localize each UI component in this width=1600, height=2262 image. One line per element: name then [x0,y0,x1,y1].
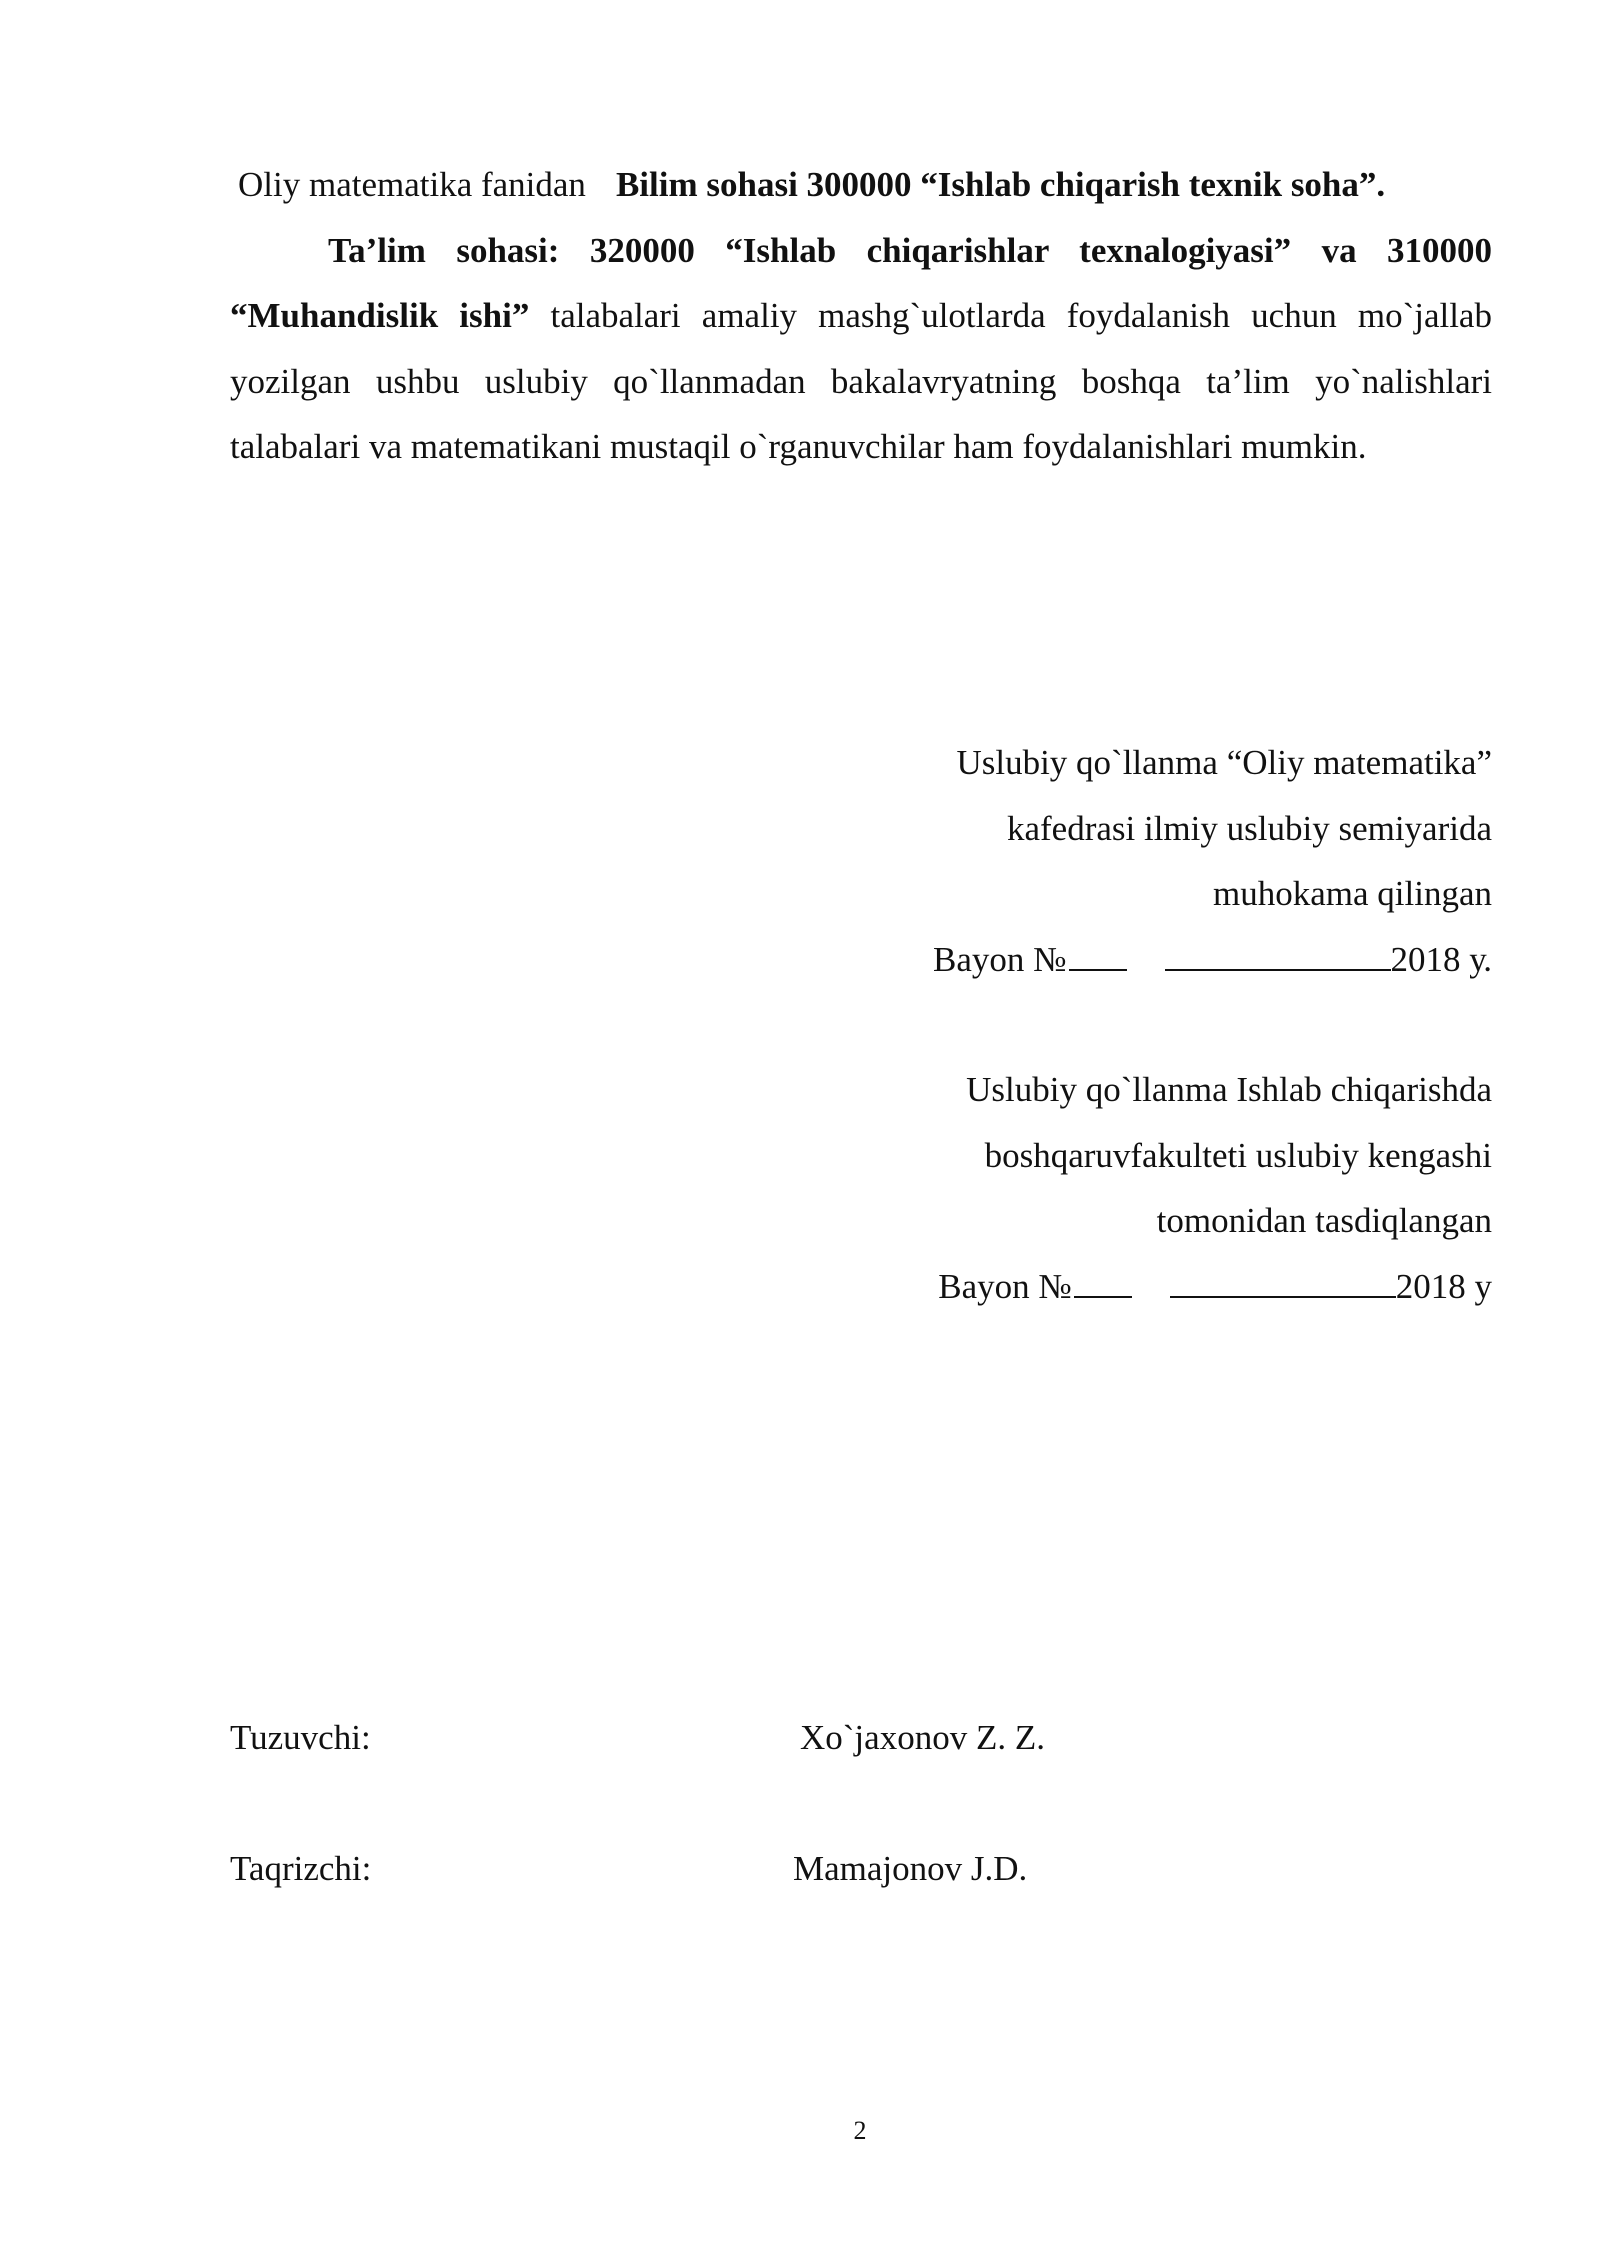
education-field: Ta’lim sohasi: 320000 “Ishlab chiqarishlar texnalogiyasi” va 310000 “Muhandislik ishi” [230,230,1492,335]
approval-section [880,730,1492,1319]
department-approval [880,730,1492,992]
faculty-protocol-line [880,1254,1492,1320]
protocol-year: 2018 у [1395,1266,1492,1306]
protocol-number-blank [1074,1262,1132,1297]
department-approval-line-1: Uslubiy qo`llanma “Oliy matematika” [956,743,1492,782]
faculty-approval [880,1057,1492,1319]
department-protocol-line [880,927,1492,993]
author-label: Tuzuvchi: [230,1718,371,1757]
protocol-number-blank [1069,935,1127,970]
department-approval-line-2: kafedrasi ilmiy uslubiy semiyarida [1006,808,1492,848]
reviewer-name: Mamajonov J.D. [793,1849,1028,1888]
protocol-year: 2018 у. [1390,939,1492,979]
protocol-date-blank [1170,1262,1396,1297]
author-name: Xo`jaxonov Z. Z. [800,1718,1045,1757]
faculty-approval-line-2: boshqaruvfakulteti uslubiy kengashi [984,1135,1492,1175]
faculty-approval-line-3: tomonidan tasdiqlangan [1156,1201,1492,1240]
protocol-label: Bayon № [932,939,1067,979]
faculty-approval-line-1: Uslubiy qo`llanma Ishlab chiqarishda [966,1070,1492,1109]
field-of-knowledge: Bilim sohasi 300000 “Ishlab chiqarish texnik soha”. [615,165,1386,204]
reviewer-label: Taqrizchi: [230,1849,372,1888]
intro-first-line [238,152,1492,218]
intro-body-text: talabalari amaliy mashg`ulotlarda foydalanish uchun mo`jallab yozilgan ushbu uslubiy qo`llanmadan bakalavryatning boshqa ta’lim yo`nalishlari talabalari va matematikani mustaqil o`rganuvchilar ham foydalanishlari mumkin. [230,296,1492,466]
intro-paragraph [230,218,1492,480]
protocol-date-blank [1165,935,1391,970]
page-number: 2 [853,2116,867,2145]
course-text: Oliy matematika fanidan [238,165,586,204]
protocol-label: Bayon № [938,1266,1072,1306]
department-approval-line-3: muhokama qilingan [1213,874,1492,913]
intro-section [230,152,1492,480]
